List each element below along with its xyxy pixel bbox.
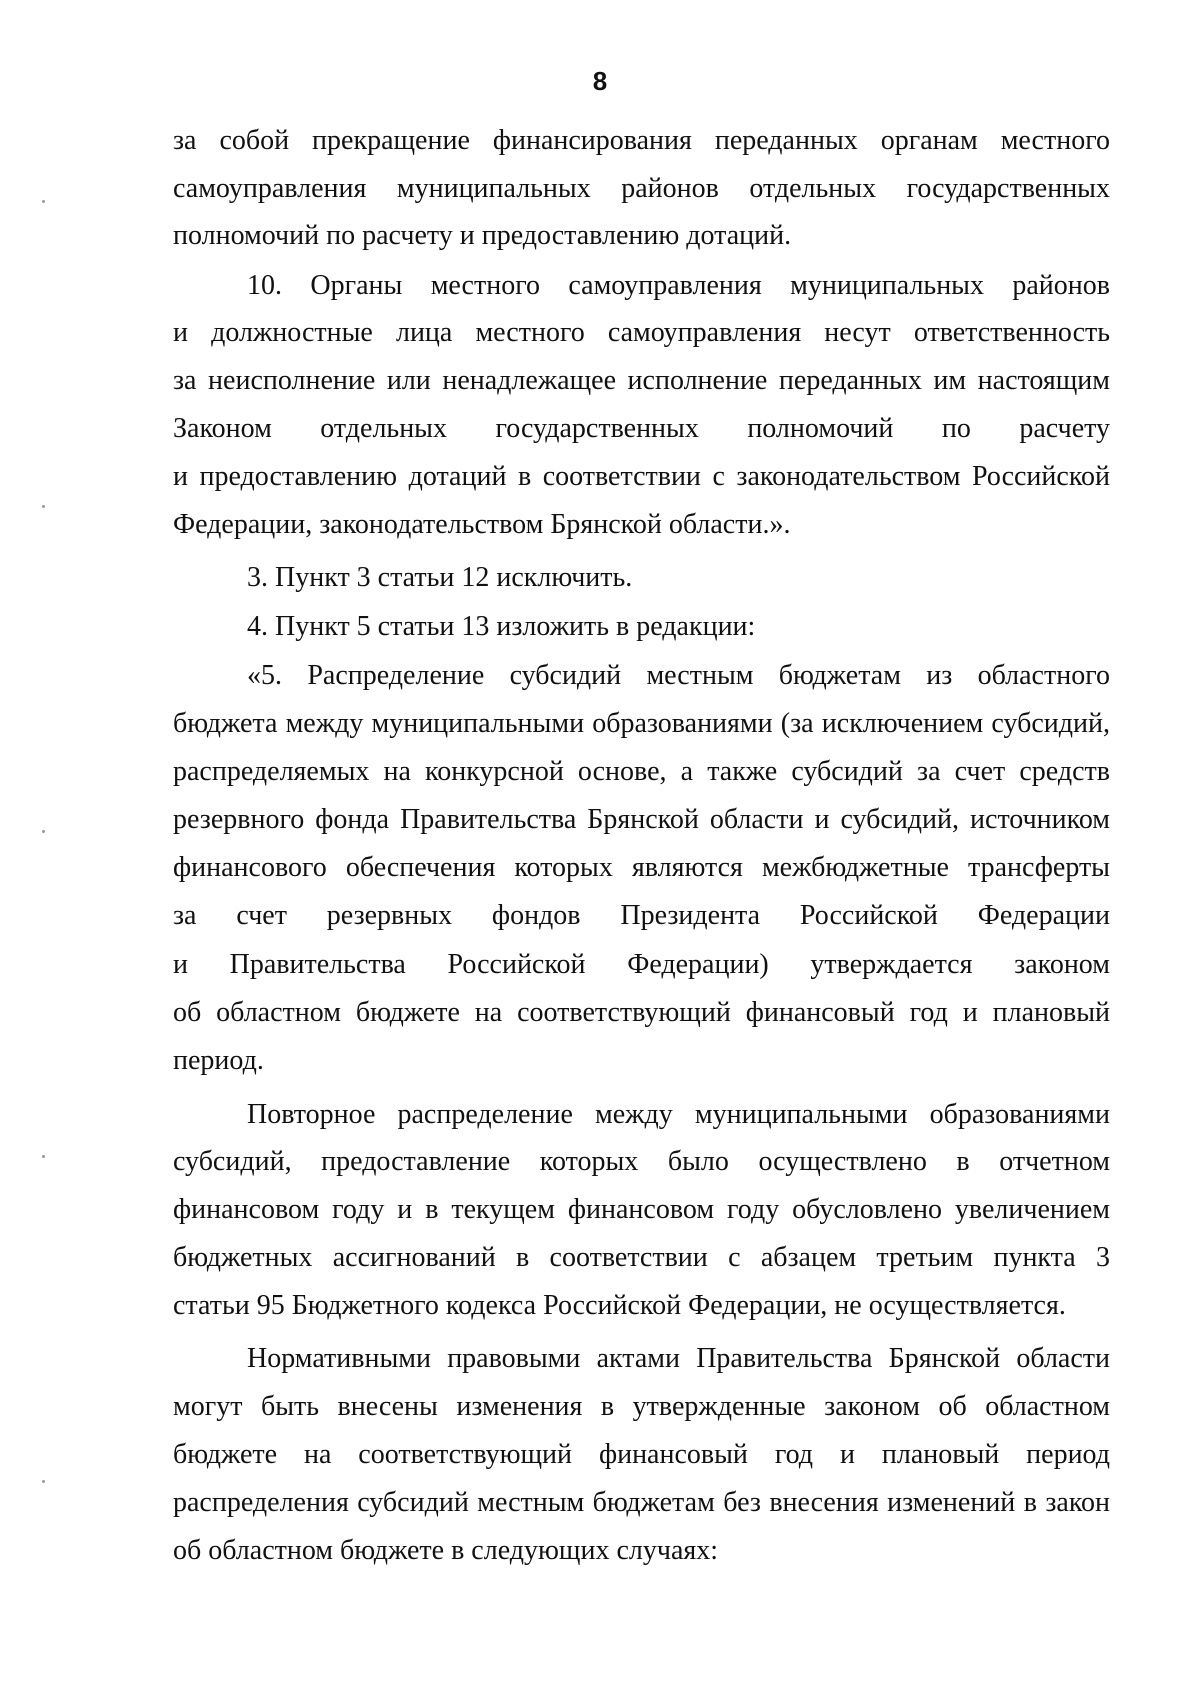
text-line: 4. Пункт 5 статьи 13 изложить в редакции: xyxy=(247,611,756,642)
text-line: Нормативными правовыми актами Правительства Брянской области xyxy=(247,1343,1110,1374)
text-line: полномочий по расчету и предоставлению дотаций. xyxy=(173,220,792,251)
text-line: об областном бюджете на соответствующий финансовый год и плановый xyxy=(173,997,1110,1028)
text-line: 10. Органы местного самоуправления муниципальных районов xyxy=(247,270,1110,301)
text-line: за собой прекращение финансирования переданных органам местного xyxy=(173,125,1110,156)
scan-margin-dot xyxy=(42,1155,45,1158)
text-line: за счет резервных фондов Президента Российской Федерации xyxy=(173,900,1110,931)
text-line: распределения субсидий местным бюджетам без внесения изменений в закон xyxy=(173,1487,1110,1518)
text-line: и Правительства Российской Федерации) утверждается законом xyxy=(173,949,1110,980)
text-line: за неисполнение или ненадлежащее исполнение переданных им настоящим xyxy=(173,365,1110,396)
scan-margin-dot xyxy=(42,1480,45,1483)
text-line: бюджете на соответствующий финансовый год и плановый период xyxy=(173,1439,1110,1470)
text-line: «5. Распределение субсидий местным бюджетам из областного xyxy=(247,660,1110,691)
text-line: и предоставлению дотаций в соответствии с законодательством Российской xyxy=(173,461,1110,492)
text-line: статьи 95 Бюджетного кодекса Российской Федерации, не осуществляется. xyxy=(173,1290,1066,1321)
text-line: распределяемых на конкурсной основе, а также субсидий за счет средств xyxy=(173,756,1110,787)
text-line: финансового обеспечения которых являются межбюджетные трансферты xyxy=(173,852,1110,883)
scan-margin-dot xyxy=(42,200,45,203)
text-line: Законом отдельных государственных полномочий по расчету xyxy=(173,413,1110,444)
scan-margin-dot xyxy=(42,830,45,833)
text-line: резервного фонда Правительства Брянской области и субсидий, источником xyxy=(173,804,1110,835)
text-line: период. xyxy=(173,1045,264,1076)
text-line: субсидий, предоставление которых было осуществлено в отчетном xyxy=(173,1146,1110,1177)
text-line: 3. Пункт 3 статьи 12 исключить. xyxy=(247,562,633,593)
text-line: финансовом году и в текущем финансовом году обусловлено увеличением xyxy=(173,1194,1110,1225)
text-line: об областном бюджете в следующих случаях: xyxy=(173,1535,719,1566)
text-line: бюджетных ассигнований в соответствии с абзацем третьим пункта 3 xyxy=(173,1242,1110,1273)
text-line: и должностные лица местного самоуправления несут ответственность xyxy=(173,317,1110,348)
text-line: бюджета между муниципальными образованиями (за исключением субсидий, xyxy=(173,708,1110,739)
text-line: Повторное распределение между муниципальными образованиями xyxy=(247,1099,1110,1130)
page-number: 8 xyxy=(592,66,608,96)
text-line: самоуправления муниципальных районов отдельных государственных xyxy=(173,173,1110,204)
text-line: могут быть внесены изменения в утвержденные законом об областном xyxy=(173,1391,1110,1422)
scan-margin-dot xyxy=(42,505,45,508)
text-line: Федерации, законодательством Брянской области.». xyxy=(173,509,791,540)
